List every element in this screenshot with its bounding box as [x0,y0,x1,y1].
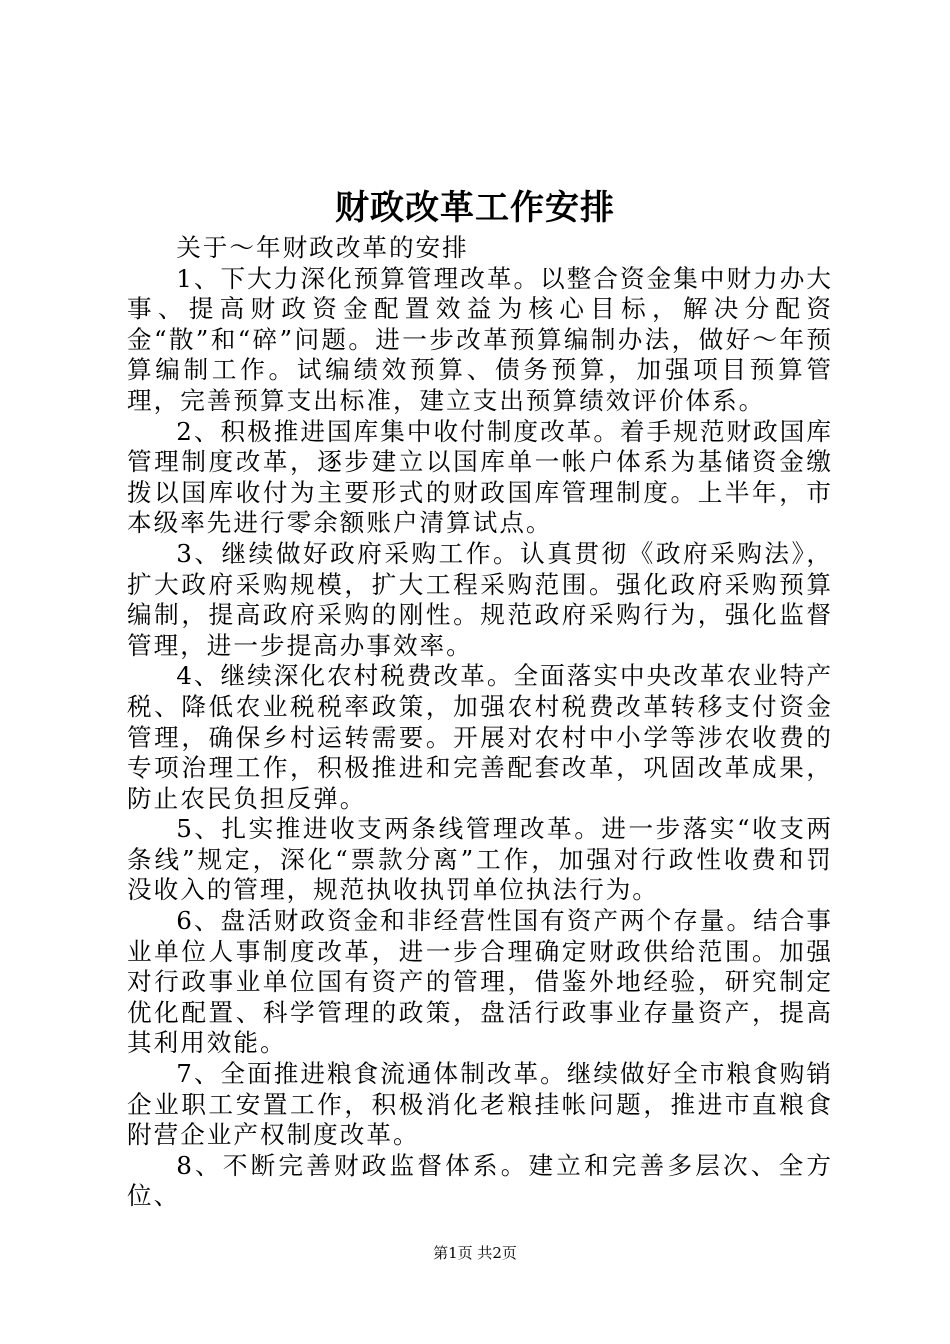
document-title: 财政改革工作安排 [335,188,615,228]
page-footer: 第1页 共2页 [433,1244,517,1262]
paragraph-item-6: 6、盘活财政资金和非经营性国有资产两个存量。结合事业单位人事制度改革，进一步合理确定财政供给范围。加强对行政事业单位国有资产的管理，借鉴外地经验，研究制定优化配置、科学管理的政策，盘活行政事业存量资产，提高其利用效能。 [127,906,833,1058]
paragraph-item-7: 7、全面推进粮食流通体制改革。继续做好全市粮食购销企业职工安置工作，积极消化老粮挂帐问题，推进市直粮食附营企业产权制度改革。 [127,1059,833,1150]
paragraph-item-8: 8、不断完善财政监督体系。建立和完善多层次、全方位、 [127,1150,833,1211]
paragraph-item-4: 4、继续深化农村税费改革。全面落实中央改革农业特产税、降低农业税税率政策，加强农村税费改革转移支付资金管理，确保乡村运转需要。开展对农村中小学等涉农收费的专项治理工作，积极推进和完善配套改革，巩固改革成果，防止农民负担反弹。 [127,661,833,813]
document-body [127,233,833,1212]
paragraph-item-2: 2、积极推进国库集中收付制度改革。着手规范财政国库管理制度改革，逐步建立以国库单一帐户体系为基储资金缴拨以国库收付为主要形式的财政国库管理制度。上半年，市本级率先进行零余额账户清算试点。 [127,416,833,538]
paragraph-item-1: 1、下大力深化预算管理改革。以整合资金集中财力办大事、提高财政资金配置效益为核心目标，解决分配资金“散”和“碎”问题。进一步改革预算编制办法，做好～年预算编制工作。试编绩效预算、债务预算，加强项目预算管理，完善预算支出标准，建立支出预算绩效评价体系。 [127,263,833,415]
paragraph-item-5: 5、扎实推进收支两条线管理改革。进一步落实“收支两条线”规定，深化“票款分离”工作，加强对行政性收费和罚没收入的管理，规范执收执罚单位执法行为。 [127,814,833,905]
paragraph-item-3: 3、继续做好政府采购工作。认真贯彻《政府采购法》，扩大政府采购规模，扩大工程采购范围。强化政府采购预算编制，提高政府采购的刚性。规范政府采购行为，强化监督管理，进一步提高办事效率。 [127,538,833,660]
intro-paragraph: 关于～年财政改革的安排 [176,233,469,262]
